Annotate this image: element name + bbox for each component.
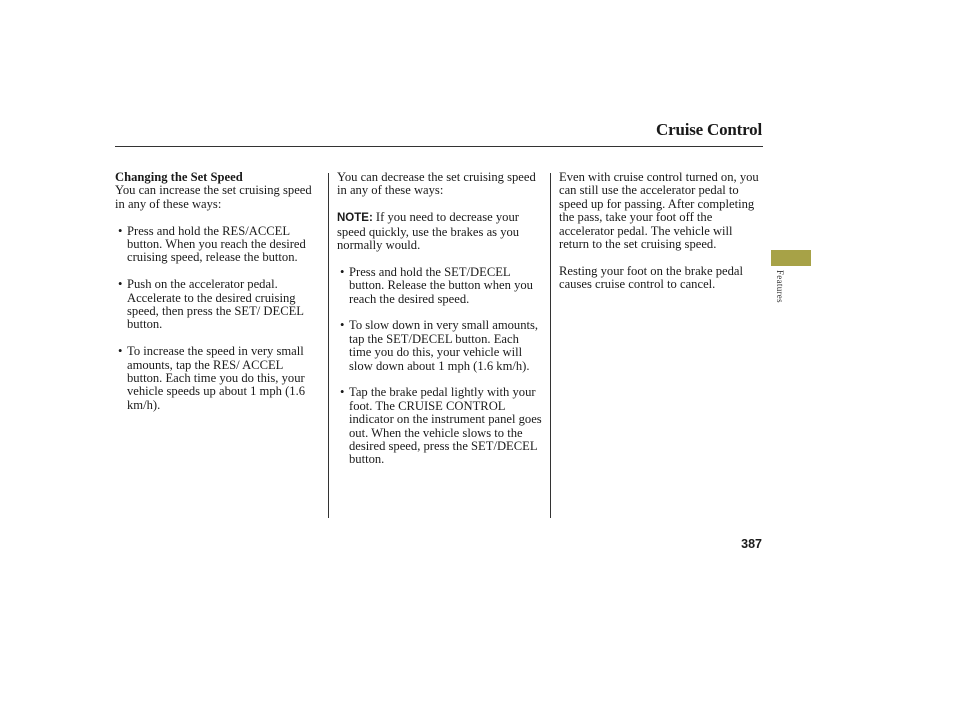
bullet-mark: •	[340, 264, 345, 279]
page-title: Cruise Control	[656, 120, 762, 139]
list-item	[337, 319, 542, 373]
section-heading: Changing the Set Speed	[115, 170, 243, 184]
list-item-text: Tap the brake pedal lightly with your foot. The CRUISE CONTROL indicator on the instrument panel goes out. When the vehicle slows to the desired speed, press the SET/DECEL button.	[349, 385, 542, 467]
decrease-speed-list	[337, 266, 542, 467]
bullet-mark: •	[118, 344, 123, 359]
column-3	[559, 171, 764, 305]
list-item-text: Press and hold the SET/DECEL button. Release the button when you reach the desired speed.	[349, 264, 533, 306]
header-rule	[115, 146, 763, 147]
brake-cancel-paragraph: Resting your foot on the brake pedal causes cruise control to cancel.	[559, 263, 743, 292]
note-text: If you need to decrease your speed quickly, use the brakes as you normally would.	[337, 210, 520, 253]
list-item	[337, 266, 542, 306]
bullet-mark: •	[340, 318, 345, 333]
increase-speed-list	[115, 225, 320, 413]
list-item-text: To slow down in very small amounts, tap the SET/DECEL button. Each time you do this, your vehicle will slow down about 1 mph (1.6 km/h).	[349, 318, 539, 373]
bullet-mark: •	[118, 277, 123, 292]
bullet-mark: •	[118, 223, 123, 238]
column-2	[337, 171, 542, 480]
page-number: 387	[741, 537, 762, 551]
list-item	[115, 345, 320, 412]
note-paragraph	[337, 211, 542, 252]
list-item-text: Press and hold the RES/ACCEL button. When you reach the desired cruising speed, release the button.	[127, 223, 306, 265]
passing-paragraph: Even with cruise control turned on, you can still use the accelerator pedal to speed up for passing. After completing the pass, take your foot off the accelerator pedal. The vehicle will return to the set cruising speed.	[559, 170, 759, 252]
section-tab-label: Features	[775, 270, 785, 303]
column-1	[115, 171, 320, 426]
list-item	[115, 278, 320, 332]
intro-paragraph: You can decrease the set cruising speed in any of these ways:	[337, 170, 536, 198]
bullet-mark: •	[340, 385, 345, 400]
list-item	[115, 225, 320, 265]
column-divider	[328, 173, 329, 518]
column-divider	[550, 173, 551, 518]
list-item	[337, 386, 542, 466]
note-label: NOTE:	[337, 212, 373, 225]
list-item-text: Push on the accelerator pedal. Accelerate to the desired cruising speed, then press the SET/ DECEL button.	[127, 277, 304, 332]
intro-paragraph: You can increase the set cruising speed in any of these ways:	[115, 183, 312, 211]
section-tab	[771, 250, 811, 266]
list-item-text: To increase the speed in very small amounts, tap the RES/ ACCEL button. Each time you do this, your vehicle speeds up about 1 mph (1.6 km/h).	[127, 344, 306, 412]
